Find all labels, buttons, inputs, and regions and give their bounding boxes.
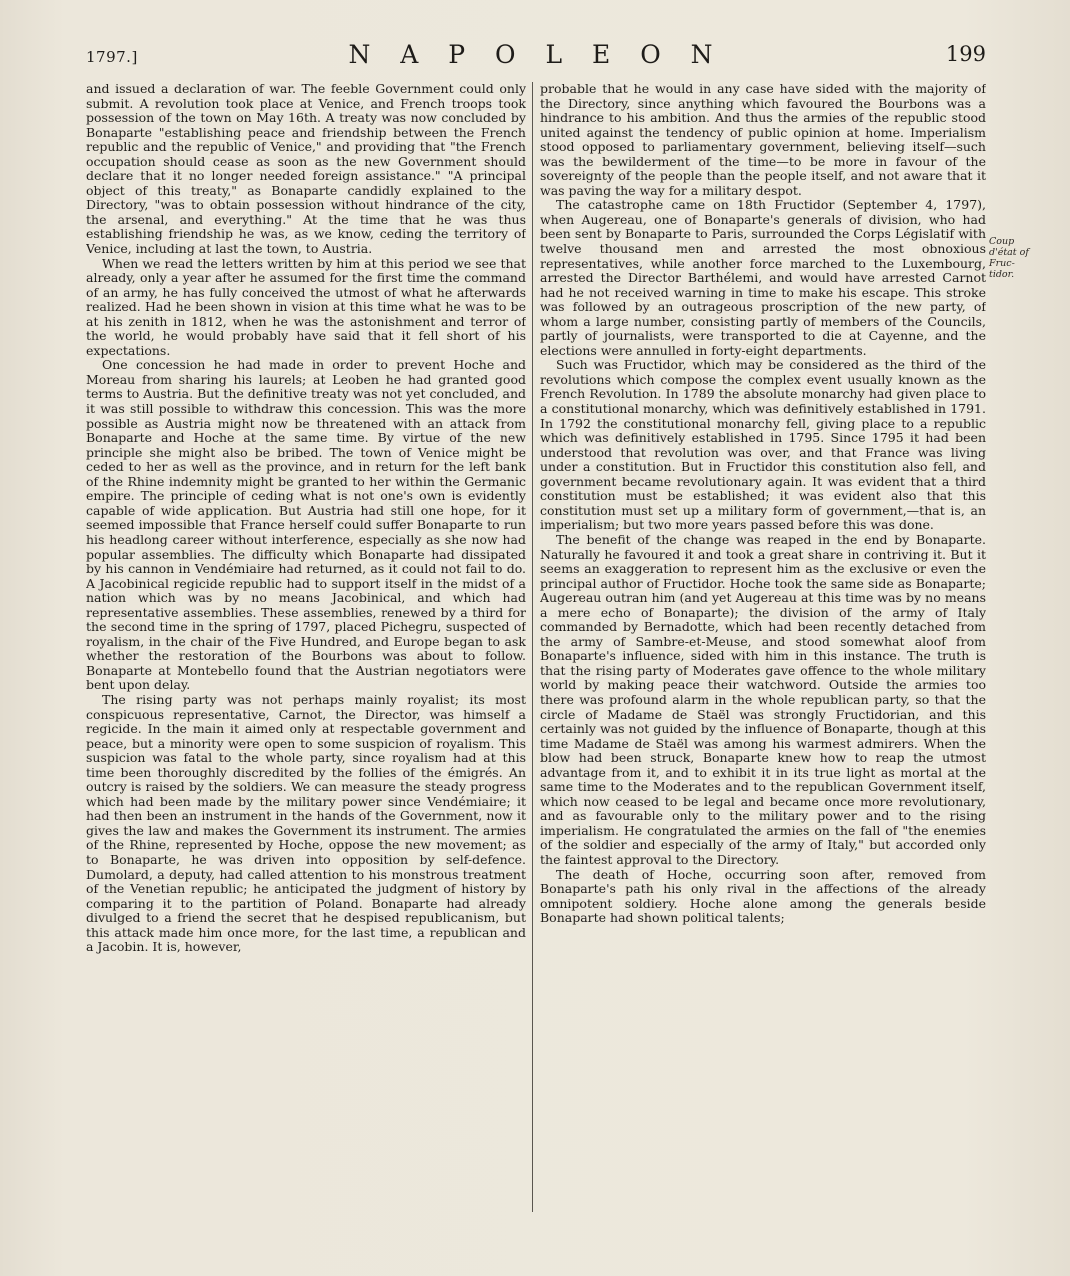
- left-column: [86, 82, 526, 1232]
- column-divider: [532, 82, 533, 1212]
- page-header: [86, 40, 986, 80]
- paragraph: and issued a declaration of war. The feeble Government could only submit. A revolution took place at Venice, and French troops took possession of the town on May 16th. A treaty was now concluded by Bonaparte "establishing peace and friendship between the French republic and the republic of Venice," and providing that "the French occupation should cease as soon as the new Government should declare that it no longer needed foreign assistance." "A principal object of this treaty," as Bonaparte candidly explained to the Directory, "was to obtain possession without hindrance of the city, the arsenal, and everything." At the time that he was thus establishing friendship he was, as we know, ceding the territory of Venice, including at last the town, to Austria.: [86, 82, 526, 257]
- paragraph: probable that he would in any case have sided with the majority of the Directory, since anything which favoured the Bourbons was a hindrance to his ambition. And thus the armies of the republic stood united against the tendency of public opinion at home. Imperialism stood opposed to parliamentary government, believing itself—such was the bewilderment of the time—to be more in favour of the sovereignty of the people than the people itself, and not aware that it was paving the way for a military despot.: [540, 82, 986, 198]
- paragraph: The rising party was not perhaps mainly royalist; its most conspicuous representative, Carnot, the Director, was himself a regicide. In the main it aimed only at respectable government and peace, but a minority were open to some suspicion of royalism. This suspicion was fatal to the whole party, since royalism had at this time been thoroughly discredited by the follies of the émigrés. An outcry is raised by the soldiers. We can measure the steady progress which had been made by the military power since Vendémiaire; it had then been an instrument in the hands of the Government, now it gives the law and makes the Government its instrument. The armies of the Rhine, represented by Hoche, oppose the new movement; as to Bonaparte, he was driven into opposition by self-defence. Dumolard, a deputy, had called attention to his monstrous treatment of the Venetian republic; he anticipated the judgment of history by comparing it to the partition of Poland. Bonaparte had already divulged to a friend the secret that he despised republicanism, but this attack made him once more, for the last time, a republican and a Jacobin. It is, however,: [86, 691, 526, 955]
- paragraph: The catastrophe came on 18th Fructidor (September 4, 1797), when Augereau, one of Bonaparte's generals of division, who had been sent by Bonaparte to Paris, surrounded the Corps Législatif with twelve thousand men and arrested the most obnoxious representatives, while another force marched to the Luxembourg, arrested the Director Barthélemi, and would have arrested Carnot had he not received warning in time to make his escape. This stroke was followed by an outrageous proscription of the new party, of whom a large number, consisting partly of members of the Councils, partly of journalists, were transported to die at Cayenne, and the elections were annulled in forty-eight departments.: [540, 197, 986, 358]
- margin-note-line: Fruc-: [989, 258, 1015, 269]
- running-title: N A P O L E O N: [348, 40, 724, 69]
- page-number: 199: [945, 42, 986, 66]
- paragraph: One concession he had made in order to prevent Hoche and Moreau from sharing his laurels; at Leoben he had granted good terms to Austria. But the definitive treaty was not yet concluded, and it was still possible to withdraw this concession. This was the more possible as Austria might now be threatened with an attack from Bonaparte and Hoche at the same time. By virtue of the new principle she might also be bribed. The town of Venice might be ceded to her as well as the province, and in return for the left bank of the Rhine indemnity might be granted to her within the Germanic empire. The principle of ceding what is not one's own is evidently capable of wide application. But Austria had still one hope, for it seemed impossible that France herself could suffer Bonaparte to run his headlong career without interference, especially as she now had popular assemblies. The difficulty which Bonaparte had dissipated by his cannon in Vendémiaire had returned, as it could not fail to do. A Jacobinical regicide republic had to support itself in the midst of a nation which was by no means Jacobinical, and which had representative assemblies. These assemblies, renewed by a third for the second time in the spring of 1797, placed Pichegru, suspected of royalism, in the chair of the Five Hundred, and Europe began to ask whether the restoration of the Bourbons was about to follow. Bonaparte at Montebello found that the Austrian negotiators were bent upon delay.: [86, 357, 526, 693]
- running-year: 1797.]: [86, 48, 138, 66]
- margin-note-line: tidor.: [989, 269, 1015, 280]
- right-column: [540, 82, 986, 1232]
- margin-note-line: d'état of: [989, 247, 1029, 258]
- paragraph: The death of Hoche, occurring soon after, removed from Bonaparte's path his only rival in the affections of the already omnipotent soldiery. Hoche alone among the generals beside Bonaparte had shown political talents;: [540, 866, 986, 926]
- margin-note-line: Coup: [989, 236, 1015, 247]
- paragraph: Such was Fructidor, which may be considered as the third of the revolutions which compose the complex event usually known as the French Revolution. In 1789 the absolute monarchy had given place to a constitutional monarchy, which was definitively established in 1791. In 1792 the constitutional monarchy fell, giving place to a republic which was definitively established in 1795. Since 1795 it had been understood that revolution was over, and that France was living under a constitution. But in Fructidor this constitution also fell, and government became revolutionary again. It was evident that a third constitution must be established; it was evident also that this constitution must set up a military form of government,—that is, an imperialism; but two more years passed before this was done.: [540, 357, 986, 533]
- paragraph: When we read the letters written by him at this period we see that already, only a year after he assumed for the first time the command of an army, he has fully conceived the utmost of what he afterwards realized. Had he been shown in vision at this time what he was to be at his zenith in 1812, when he was the astonishment and terror of the world, he would probably have said that it fell short of his expectations.: [86, 255, 526, 358]
- margin-note: [989, 236, 1049, 280]
- paragraph: The benefit of the change was reaped in the end by Bonaparte. Naturally he favoured it and took a great share in contriving it. But it seems an exaggeration to represent him as the exclusive or even the principal author of Fructidor. Hoche took the same side as Bonaparte; Augereau outran him (and yet Augereau at this time was by no means a mere echo of Bonaparte); the division of the army of Italy commanded by Bernadotte, which had been recently detached from the army of Sambre-et-Meuse, and stood somewhat aloof from Bonaparte's influence, sided with him in this instance. The truth is that the rising party of Moderates gave offence to the whole military world by making peace their watchword. Outside the armies too there was profound alarm in the whole republican party, so that the circle of Madame de Staël was strongly Fructidorian, and this certainly was not guided by the influence of Bonaparte, though at this time Madame de Staël was among his warmest admirers. When the blow had been struck, Bonaparte knew how to reap the utmost advantage from it, and to exhibit it in its true light as mortal at the same time to the Moderates and to the republican Government itself, which now ceased to be legal and became once more revolutionary, and as favourable only to the military power and to the rising imperialism. He congratulated the armies on the fall of "the enemies of the soldier and especially of the army of Italy," but accorded only the faintest approval to the Directory.: [540, 531, 986, 867]
